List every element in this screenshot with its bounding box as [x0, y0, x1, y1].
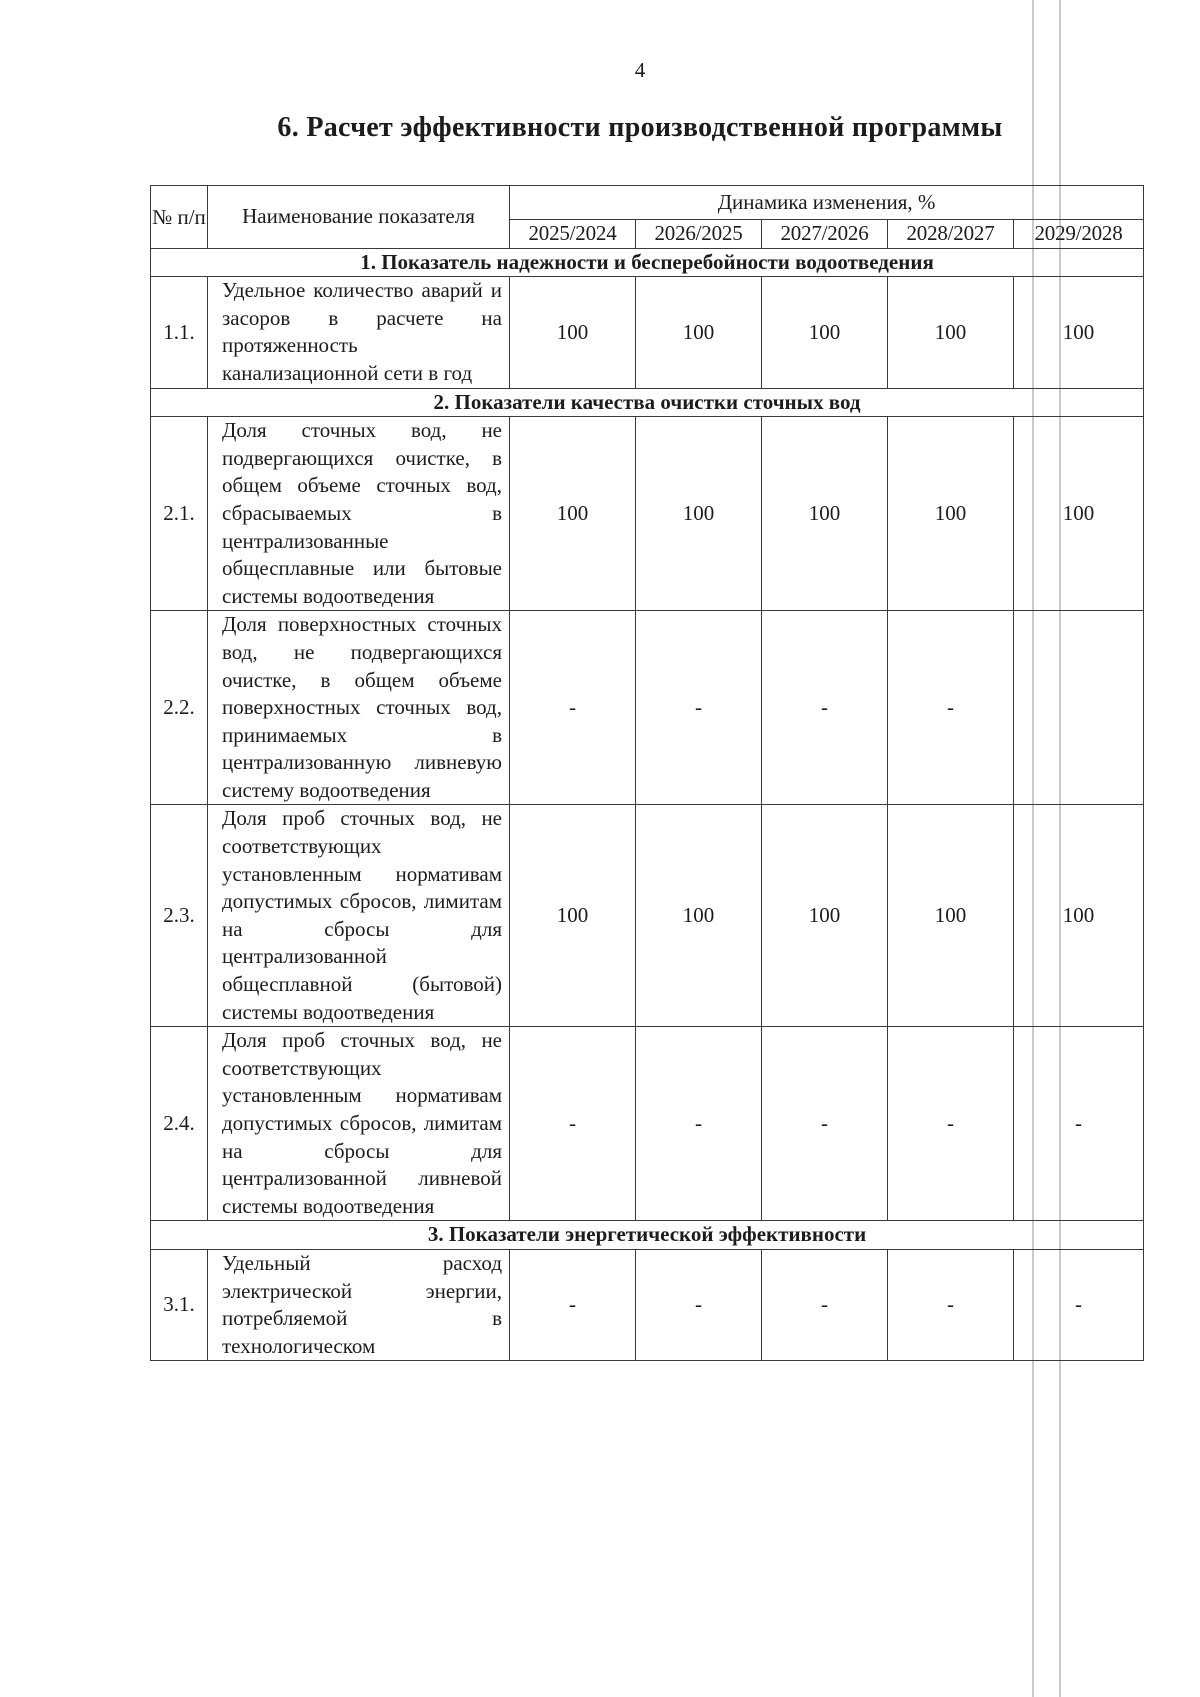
- row-value: -: [762, 611, 888, 805]
- header-year: 2026/2025: [636, 220, 762, 249]
- row-value: 100: [510, 277, 636, 388]
- table-row: [151, 1249, 1144, 1360]
- row-number: 2.2.: [151, 611, 208, 805]
- row-value: -: [510, 1249, 636, 1360]
- row-value: 100: [636, 417, 762, 611]
- row-name: Доля поверхностных сточных вод, не подвергающихся очистке, в общем объеме поверхностных сточных вод, принимаемых в централизованную ливневую систему водоотведения: [208, 611, 510, 805]
- row-number: 1.1.: [151, 277, 208, 388]
- row-value: -: [888, 1249, 1014, 1360]
- section-title: 1. Показатель надежности и бесперебойности водоотведения: [151, 248, 1144, 277]
- row-value: 100: [762, 277, 888, 388]
- section-row: [151, 248, 1144, 277]
- section-title: 2. Показатели качества очистки сточных вод: [151, 388, 1144, 417]
- table-row: [151, 1027, 1144, 1221]
- header-name: Наименование показателя: [208, 186, 510, 249]
- row-value: 100: [1014, 417, 1144, 611]
- header-year: 2027/2026: [762, 220, 888, 249]
- row-value: -: [762, 1249, 888, 1360]
- row-value: -: [636, 1027, 762, 1221]
- table-row: [151, 277, 1144, 388]
- section-title: 3. Показатели энергетической эффективности: [151, 1221, 1144, 1250]
- header-year: 2028/2027: [888, 220, 1014, 249]
- page-number: 4: [634, 58, 646, 82]
- header-dynamics: Динамика изменения, %: [510, 186, 1144, 220]
- row-value: 100: [510, 805, 636, 1027]
- row-name: Удельное количество аварий и засоров в расчете на протяженность канализационной сети в год: [208, 277, 510, 388]
- row-value: 100: [510, 417, 636, 611]
- row-number: 2.1.: [151, 417, 208, 611]
- row-name: Доля проб сточных вод, не соответствующих установленным нормативам допустимых сбросов, лимитам на сбросы для централизованной ливневой системы водоотведения: [208, 1027, 510, 1221]
- row-value: 100: [636, 805, 762, 1027]
- row-value: -: [1014, 1027, 1144, 1221]
- efficiency-table: [150, 185, 1144, 1361]
- row-value: -: [510, 611, 636, 805]
- row-number: 2.4.: [151, 1027, 208, 1221]
- row-number: 3.1.: [151, 1249, 208, 1360]
- row-value: [1014, 611, 1144, 805]
- row-name: Доля проб сточных вод, не соответствующих установленным нормативам допустимых сбросов, лимитам на сбросы для централизованной общесплавной (бытовой) системы водоотведения: [208, 805, 510, 1027]
- row-value: -: [636, 1249, 762, 1360]
- section-row: [151, 1221, 1144, 1250]
- table-row: [151, 417, 1144, 611]
- row-value: 100: [762, 417, 888, 611]
- document-title: 6. Расчет эффективности производственной программы: [277, 112, 1003, 143]
- header-number: № п/п: [151, 186, 208, 249]
- row-name: Доля сточных вод, не подвергающихся очистке, в общем объеме сточных вод, сбрасываемых в централизованные общесплавные или бытовые системы водоотведения: [208, 417, 510, 611]
- row-name: Удельный расход электрической энергии, потребляемой в технологическом: [208, 1249, 510, 1360]
- header-year: 2029/2028: [1014, 220, 1144, 249]
- row-value: 100: [1014, 277, 1144, 388]
- row-value: 100: [1014, 805, 1144, 1027]
- row-value: 100: [888, 277, 1014, 388]
- row-value: 100: [762, 805, 888, 1027]
- row-value: 100: [636, 277, 762, 388]
- section-row: [151, 388, 1144, 417]
- row-value: -: [888, 1027, 1014, 1221]
- row-number: 2.3.: [151, 805, 208, 1027]
- header-year: 2025/2024: [510, 220, 636, 249]
- row-value: -: [636, 611, 762, 805]
- row-value: 100: [888, 417, 1014, 611]
- row-value: -: [888, 611, 1014, 805]
- row-value: -: [510, 1027, 636, 1221]
- row-value: 100: [888, 805, 1014, 1027]
- row-value: -: [1014, 1249, 1144, 1360]
- table-row: [151, 611, 1144, 805]
- row-value: -: [762, 1027, 888, 1221]
- table-row: [151, 805, 1144, 1027]
